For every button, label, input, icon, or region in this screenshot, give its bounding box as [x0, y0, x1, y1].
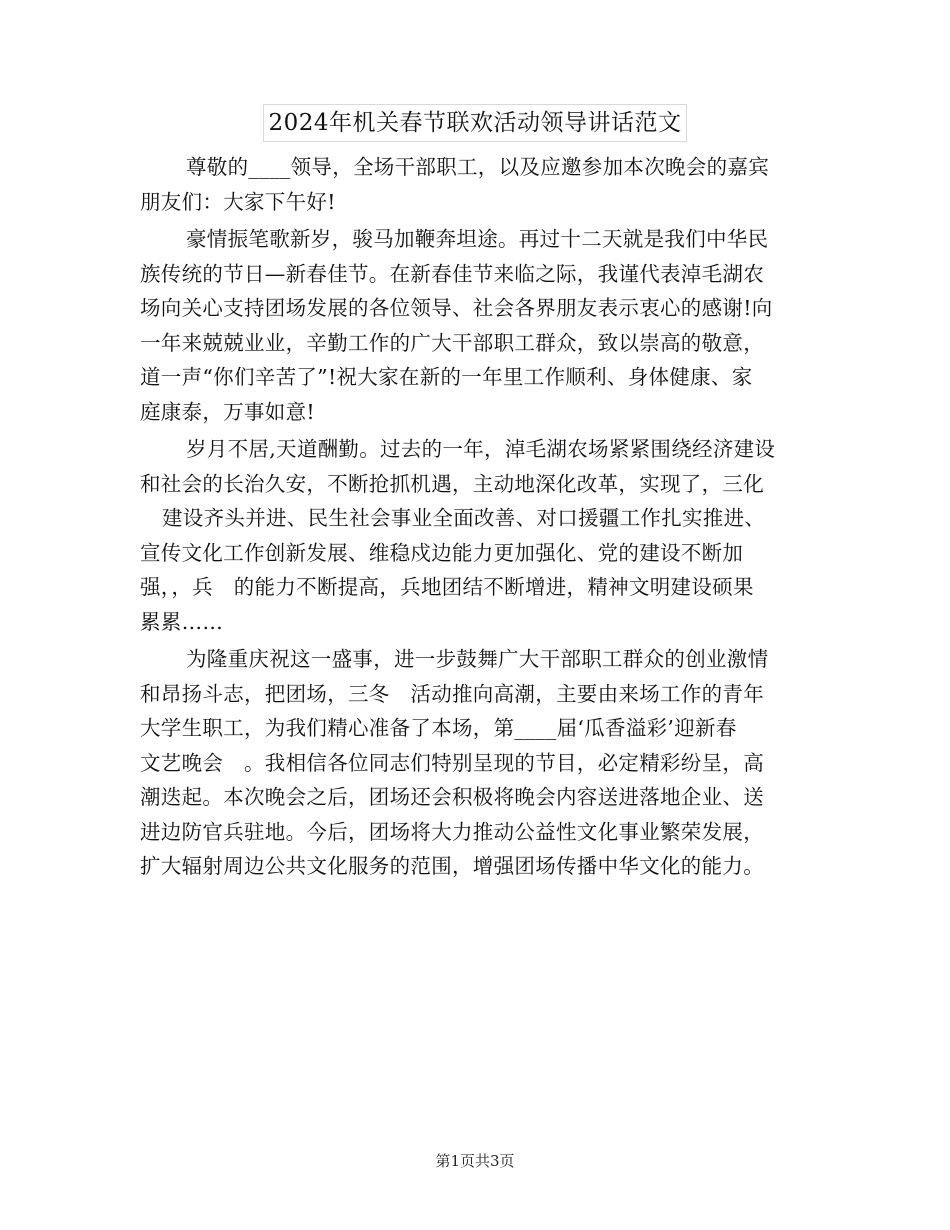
text-line: 宣传文化工作创新发展、维稳戍边能力更加强化、党的建设不断加 — [140, 540, 744, 565]
text-line: 朋友们：大家下午好! — [140, 189, 336, 214]
page-number-label: 第1页共3页 — [435, 1152, 515, 1170]
paragraph-year-review — [140, 432, 815, 639]
text-line: 扩大辐射周边公共文化服务的范围，增强团场传播中华文化的能力。 — [140, 854, 764, 878]
text-line: 累累…… — [140, 609, 224, 634]
text-line: 尊敬的____领导，全场干部职工，以及应邀参加本次晚会的嘉宾 — [186, 155, 769, 179]
document-title: 2024年机关春节联欢活动领导讲话范文 — [263, 104, 686, 142]
text-line: 潮迭起。本次晚会之后，团场还会积极将晚会内容送进落地企业、送 — [140, 785, 764, 809]
document-body — [140, 150, 815, 884]
text-line: 族传统的节日—新春佳节。在新春佳节来临之际，我谨代表淖毛湖农 — [140, 261, 764, 286]
text-line: 大学生职工，为我们精心准备了本场，第____届‘瓜香溢彩’迎新春 — [140, 716, 737, 740]
text-line: 进边防官兵驻地。今后，团场将大力推动公益性文化事业繁荣发展， — [140, 819, 764, 844]
title-container — [0, 104, 950, 142]
paragraph-greeting — [140, 150, 815, 219]
text-line: 为隆重庆祝这一盛事，进一步鼓舞广大干部职工群众的创业激情 — [186, 647, 769, 671]
text-line: 和昂扬斗志，把团场，三冬 活动推向高潮，主要由来场工作的青年 — [140, 681, 764, 706]
page-number-footer — [0, 1150, 950, 1172]
text-line: 豪情振笔歌新岁，骏马加鞭奔坦途。再过十二天就是我们中华民 — [186, 227, 769, 251]
text-line: 文艺晚会 。我相信各位同志们特别呈现的节目，必定精彩纷呈，高 — [140, 750, 764, 775]
paragraph-new-year-wishes — [140, 222, 815, 429]
text-line: 道一声“你们辛苦了”!祝大家在新的一年里工作顺利、身体健康、家 — [140, 365, 753, 389]
text-line: 一年来兢兢业业，辛勤工作的广大干部职工群众，致以崇高的敬意， — [140, 330, 764, 355]
text-line: 强，，兵 的能力不断提高，兵地团结不断增进，精神文明建设硕果 — [140, 575, 754, 599]
paragraph-gala-intro — [140, 642, 815, 884]
text-line: 建设齐头并进、民生社会事业全面改善、对口援疆工作扎实推进、 — [162, 506, 766, 530]
text-line: 场向关心支持团场发展的各位领导、社会各界朋友表示衷心的感谢!向 — [140, 296, 773, 320]
text-line: 和社会的长治久安，不断抢抓机遇，主动地深化改革，实现了，三化 — [140, 471, 764, 496]
text-line: 庭康泰，万事如意! — [140, 399, 315, 424]
text-line: 岁月不居,天道酬勤。过去的一年，淖毛湖农场紧紧围绕经济建设 — [186, 437, 776, 461]
